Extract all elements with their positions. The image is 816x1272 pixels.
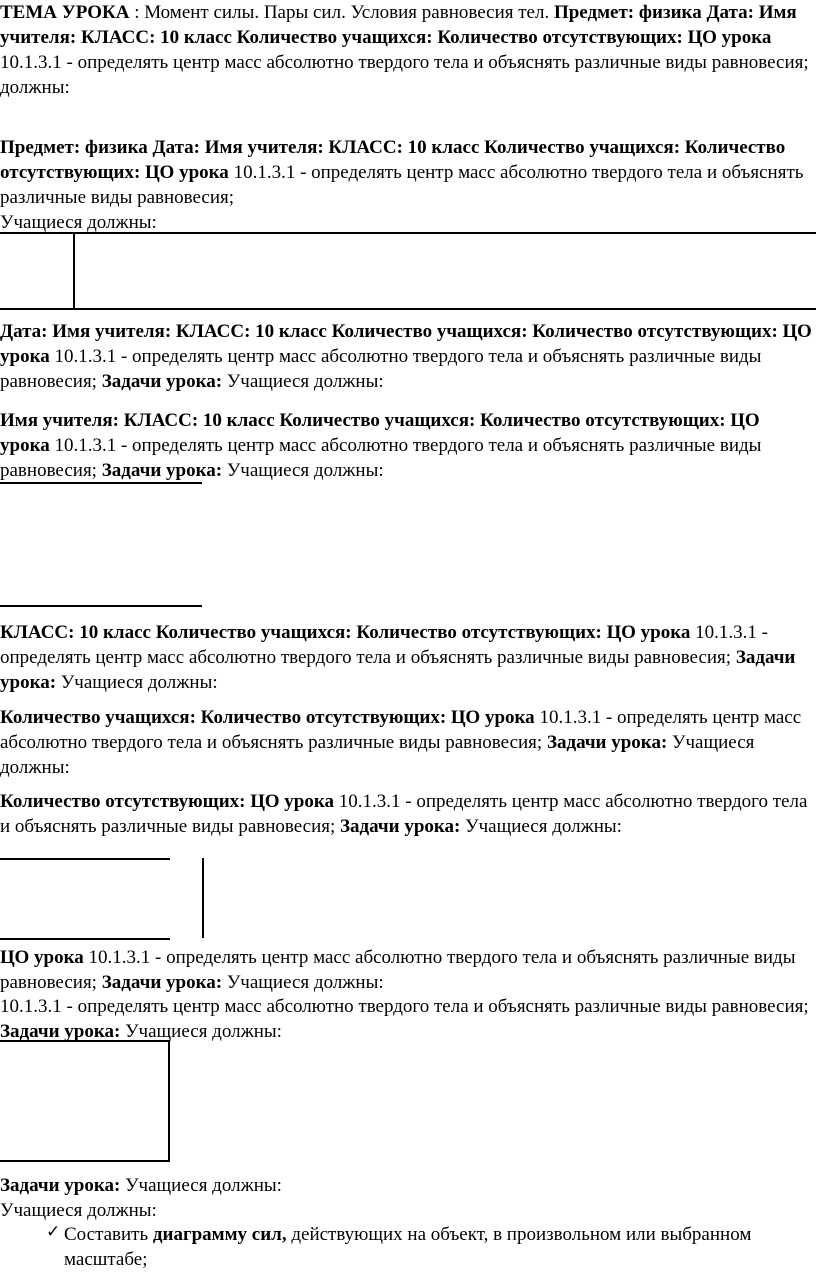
- section-6-tail: Учащиеся должны:: [0, 732, 755, 778]
- lesson-topic-label: ТЕМА УРОКА: [0, 2, 130, 23]
- checkmark-icon: ✓: [46, 1222, 61, 1242]
- section-6: [0, 705, 814, 780]
- section-9-tasks: Задачи урока:: [0, 1021, 121, 1042]
- section-7-text: 10.1.3.1 - определять центр масс абсолютно твердого тела и объяснять различные виды равновесия;: [0, 791, 808, 837]
- section-3-bold: Дата: Имя учителя: КЛАСС: 10 класс Количество учащихся: Количество отсутствующих: ЦО урока: [0, 321, 812, 367]
- bullet-text-bold: диаграмму сил,: [152, 1224, 287, 1245]
- divider-line: [73, 232, 75, 308]
- section-2-tail: Учащиеся должны:: [0, 212, 157, 233]
- section-8: [0, 945, 814, 995]
- section-2-text: 10.1.3.1 - определять центр масс абсолютно твердого тела и объяснять различные виды равновесия;: [0, 162, 804, 208]
- section-4-tasks: Задачи урока:: [101, 460, 223, 481]
- co-label: ЦО урока: [682, 27, 772, 48]
- section-7-tasks: Задачи урока:: [340, 816, 461, 837]
- section-7: [0, 789, 814, 839]
- section-4-text: 10.1.3.1 - определять центр масс абсолютно твердого тела и объяснять различные виды равновесия;: [0, 435, 762, 481]
- absent-label: Количество отсутствующих:: [437, 27, 683, 48]
- section-8-text: 10.1.3.1 - определять центр масс абсолютно твердого тела и объяснять различные виды равновесия;: [0, 947, 796, 993]
- divider-line: [0, 858, 170, 860]
- section-2: [0, 135, 814, 235]
- bullet-item: [64, 1222, 816, 1272]
- section-5-bold: КЛАСС: 10 класс Количество учащихся: Количество отсутствующих: ЦО урока: [0, 622, 691, 643]
- divider-line: [0, 308, 816, 310]
- count-label: Количество учащихся:: [236, 27, 438, 48]
- bullet-text-before: Составить: [64, 1224, 153, 1245]
- divider-line: [0, 232, 816, 234]
- section-9-text: 10.1.3.1 - определять центр масс абсолютно твердого тела и объяснять различные виды равновесия;: [0, 996, 809, 1017]
- section-10: [0, 1173, 814, 1223]
- section-7-tail: Учащиеся должны:: [460, 816, 622, 837]
- bullet-text-after: действующих на объект, в произвольном или выбранном масштабе;: [64, 1224, 752, 1270]
- subject-label: Предмет: физика: [549, 2, 702, 23]
- students-label: Учащиеся должны:: [0, 1200, 157, 1221]
- divider-line: [0, 1160, 170, 1162]
- date-label: Дата:: [701, 2, 754, 23]
- co-value: 10.1.3.1 - определять центр масс абсолютно твердого тела и объяснять различные виды равновесия;: [0, 52, 809, 73]
- section-7-bold: Количество отсутствующих: ЦО урока: [0, 791, 335, 812]
- section-4: [0, 408, 814, 483]
- section-8-bold: ЦО урока: [0, 947, 84, 968]
- divider-line: [0, 938, 170, 940]
- section-10-tasks: Задачи урока:: [0, 1175, 121, 1196]
- teacher-label: Имя учителя:: [0, 2, 797, 48]
- section-6-tasks: Задачи урока:: [546, 732, 668, 753]
- section-3: [0, 319, 814, 394]
- section-9: [0, 994, 814, 1044]
- section-9-tail: Учащиеся должны:: [120, 1021, 282, 1042]
- section-6-text: 10.1.3.1 - определять центр масс абсолютно твердого тела и объяснять различные виды равновесия;: [0, 707, 802, 753]
- class-label: КЛАСС: 10 класс: [80, 27, 237, 48]
- section-5: [0, 620, 814, 695]
- section-5-tail: Учащиеся должны:: [56, 672, 218, 693]
- section-4-tail: Учащиеся должны:: [222, 460, 384, 481]
- section-5-tasks: Задачи урока:: [0, 647, 796, 693]
- section-2-bold: Предмет: физика Дата: Имя учителя: КЛАСС: 10 класс Количество учащихся: Количество отсутствующих: ЦО урока: [0, 137, 786, 183]
- lesson-topic-value: : Момент силы. Пары сил. Условия равновесия тел.: [129, 2, 550, 23]
- tail-text: должны:: [0, 77, 70, 98]
- section-6-bold: Количество учащихся: Количество отсутствующих: ЦО урока: [0, 707, 535, 728]
- section-10-tail: Учащиеся должны:: [120, 1175, 282, 1196]
- section-5-text: 10.1.3.1 - определять центр масс абсолютно твердого тела и объяснять различные виды равновесия;: [0, 622, 768, 668]
- section-1: [0, 0, 814, 100]
- section-3-tail: Учащиеся должны:: [222, 371, 384, 392]
- section-8-tail: Учащиеся должны:: [222, 972, 384, 993]
- section-4-bold: Имя учителя: КЛАСС: 10 класс Количество учащихся: Количество отсутствующих: ЦО урока: [0, 410, 760, 456]
- section-8-tasks: Задачи урока:: [101, 972, 223, 993]
- section-3-text: 10.1.3.1 - определять центр масс абсолютно твердого тела и объяснять различные виды равновесия;: [0, 346, 762, 392]
- divider-line: [0, 482, 202, 484]
- divider-line: [202, 858, 204, 938]
- divider-line: [0, 1040, 170, 1042]
- section-3-tasks: Задачи урока:: [101, 371, 223, 392]
- divider-line: [168, 1040, 170, 1160]
- divider-line: [0, 605, 202, 607]
